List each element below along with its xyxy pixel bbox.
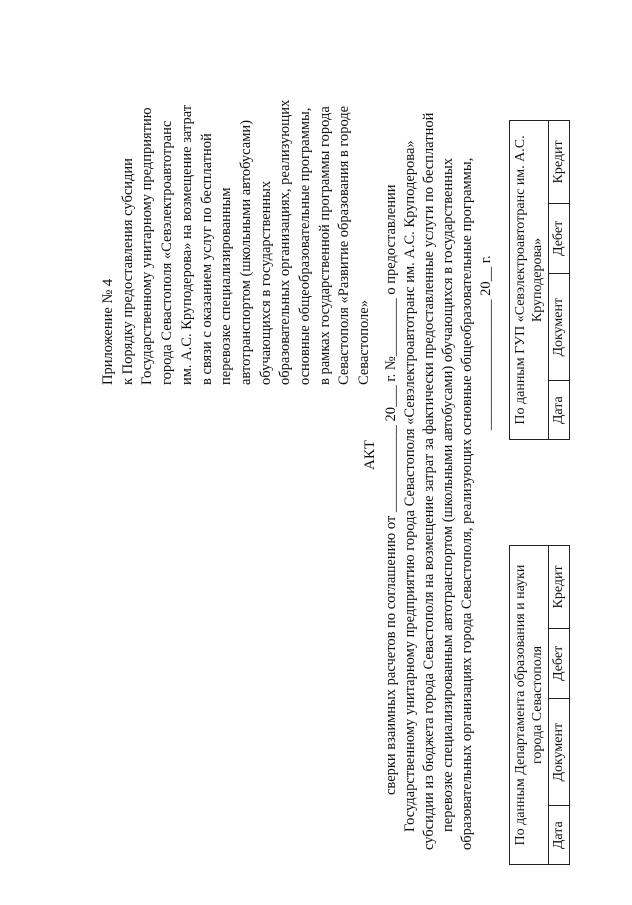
- left-reconciliation-table: [509, 545, 570, 865]
- appendix-line: Севастополя «Развитие образования в городе: [336, 105, 353, 385]
- act-line: субсидии из бюджета города Севастополя на возмещение затрат за фактически предоставленные услуги по бесплатной: [420, 112, 437, 850]
- left-table-header: По данным Департамента образования и науки города Севастополя: [510, 546, 549, 865]
- appendix-line: города Севастополя «Севэлектроавтотранс: [159, 120, 176, 385]
- appendix-line: образовательных организациях, реализующих: [277, 99, 294, 385]
- act-line: перевозке специализированным автотранспортом (школьными автобусами) обучающихся в государственных: [439, 158, 456, 832]
- right-reconciliation-table: [509, 120, 570, 440]
- appendix-line: Приложение № 4: [100, 278, 116, 385]
- appendix-line: основные общеобразовательные программы,: [297, 107, 314, 385]
- column-header: Кредит: [549, 546, 570, 629]
- act-line: образовательных организациях города Севастополя, реализующих основные общеобразовательные программы,: [458, 157, 475, 850]
- appendix-block: [99, 80, 375, 385]
- appendix-line: автотранспортом (школьными автобусами): [237, 120, 254, 385]
- appendix-line: Севастополе»: [356, 300, 373, 385]
- act-line: сверки взаимных расчетов по соглашению от ____________ 20___ г. №________ о предоставлении: [383, 184, 399, 795]
- appendix-line: в связи с оказанием услуг по бесплатной: [198, 133, 215, 385]
- act-body: [382, 10, 495, 850]
- appendix-line: к Порядку предоставления субсидии: [119, 158, 136, 385]
- column-header: Документ: [549, 698, 570, 805]
- act-line: Государственному унитарному предприятию города Севастополя «Севэлектроавтотранс им. А.С. Круподерова»: [401, 140, 418, 832]
- appendix-line: в рамках государственной программы города: [316, 106, 333, 385]
- right-table-header: По данным ГУП «Севэлектроавтотранс им. А.С. Круподерова»: [510, 121, 549, 440]
- act-title: АКТ: [362, 440, 378, 470]
- column-header: Дата: [549, 806, 570, 865]
- appendix-line: Государственному унитарному предприятию: [139, 107, 156, 385]
- appendix-line: им. А.С. Круподерова» на возмещение затрат: [178, 104, 195, 385]
- column-header: Дата: [549, 381, 570, 440]
- column-header: Кредит: [549, 121, 570, 204]
- act-line: __________________ 20__ г.: [477, 255, 494, 430]
- column-header: Документ: [549, 273, 570, 380]
- appendix-line: обучающихся в государственных: [257, 180, 274, 385]
- appendix-line: перевозке специализированным: [218, 187, 235, 385]
- column-header: Дебет: [549, 628, 570, 698]
- column-header: Дебет: [549, 203, 570, 273]
